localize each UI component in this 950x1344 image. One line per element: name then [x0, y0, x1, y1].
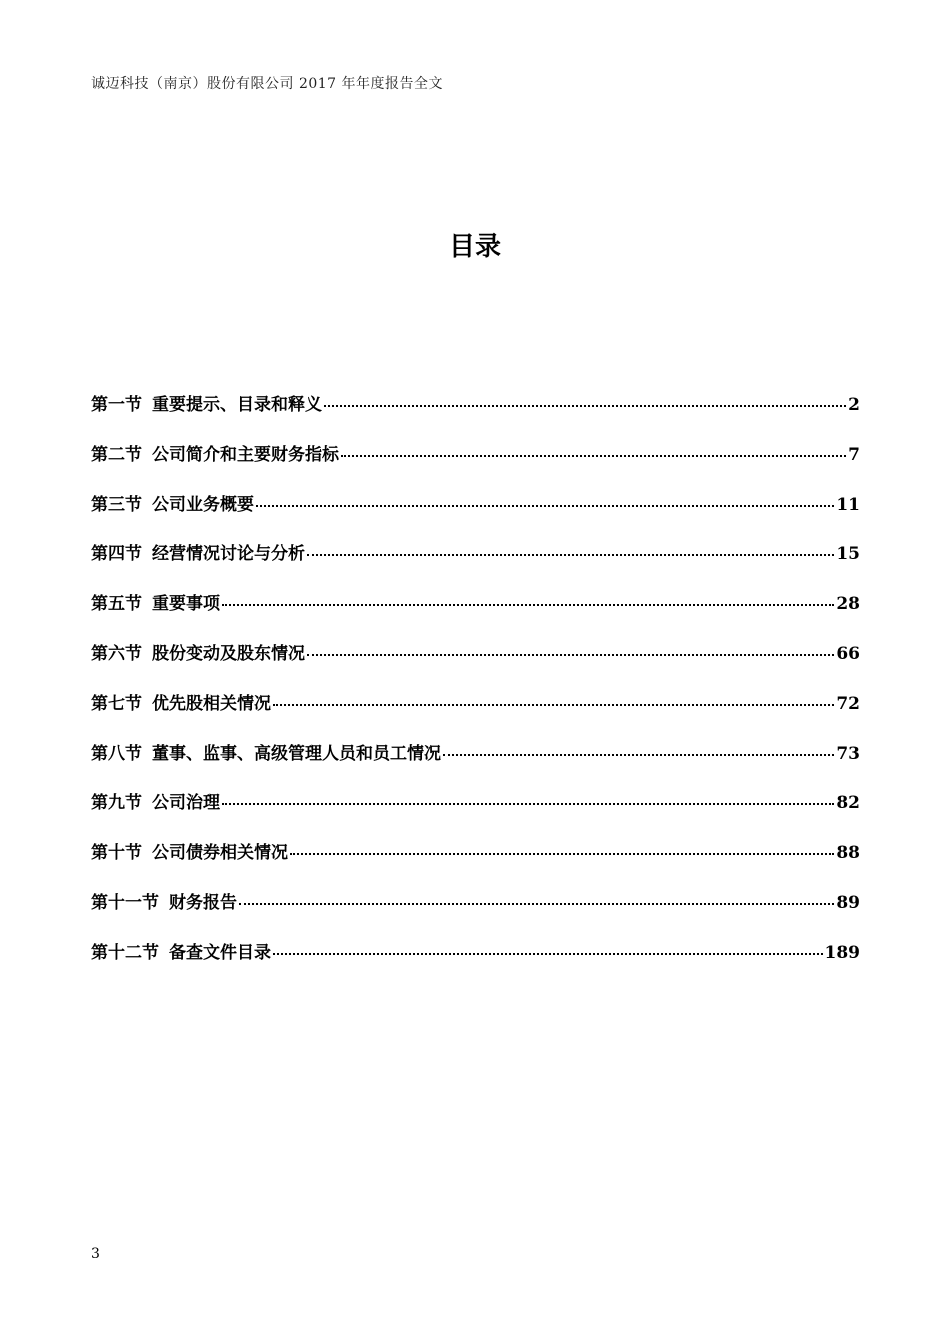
toc-page-number: 189	[824, 942, 860, 963]
toc-section-title: 重要事项	[152, 594, 220, 615]
toc-section-number: 第五节	[91, 594, 142, 615]
toc-page-number: 66	[836, 643, 860, 664]
dot-leader	[222, 803, 834, 805]
toc-entry-2[interactable]	[91, 440, 860, 490]
toc-entry-9[interactable]	[91, 788, 860, 838]
toc-page-number: 88	[836, 843, 860, 864]
toc-section-number: 第二节	[91, 444, 142, 465]
toc-section-number: 第三节	[91, 494, 142, 515]
dot-leader	[273, 704, 834, 706]
dot-leader	[222, 604, 834, 606]
table-of-contents	[91, 390, 860, 988]
dot-leader	[341, 455, 846, 457]
dot-leader	[443, 754, 834, 756]
toc-entry-5[interactable]	[91, 589, 860, 639]
dot-leader	[307, 654, 834, 656]
toc-entry-6[interactable]	[91, 639, 860, 689]
toc-section-title: 备查文件目录	[169, 942, 271, 963]
toc-section-number: 第四节	[91, 544, 142, 565]
toc-entry-12[interactable]	[91, 938, 860, 988]
toc-section-number: 第十节	[91, 843, 142, 864]
toc-page-number: 11	[836, 494, 860, 515]
toc-section-title: 公司债券相关情况	[152, 843, 288, 864]
dot-leader	[290, 853, 834, 855]
toc-section-title: 财务报告	[169, 892, 237, 913]
toc-section-number: 第九节	[91, 793, 142, 814]
toc-entry-7[interactable]	[91, 689, 860, 739]
toc-page-number: 89	[836, 892, 860, 913]
toc-page-number: 28	[836, 594, 860, 615]
dot-leader	[239, 903, 834, 905]
toc-section-title: 经营情况讨论与分析	[152, 544, 305, 565]
toc-section-title: 重要提示、目录和释义	[152, 395, 322, 415]
toc-entry-3[interactable]	[91, 490, 860, 540]
dot-leader	[324, 405, 846, 407]
toc-section-number: 第八节	[91, 743, 142, 764]
toc-section-number: 第一节	[91, 395, 142, 415]
toc-section-title: 股份变动及股东情况	[152, 643, 305, 664]
toc-entry-1[interactable]	[91, 390, 860, 440]
toc-page-number: 72	[836, 693, 860, 714]
toc-page-number: 73	[836, 743, 860, 764]
dot-leader	[256, 505, 834, 507]
footer-page-number: 3	[91, 1246, 100, 1262]
toc-section-title: 公司业务概要	[152, 494, 254, 515]
toc-section-number: 第七节	[91, 693, 142, 714]
toc-section-number: 第十一节	[91, 892, 159, 913]
toc-section-title: 董事、监事、高级管理人员和员工情况	[152, 743, 441, 764]
toc-page-number: 2	[848, 395, 860, 415]
running-header: 诚迈科技（南京）股份有限公司 2017 年年度报告全文	[91, 76, 444, 92]
toc-entry-11[interactable]	[91, 888, 860, 938]
toc-entry-8[interactable]	[91, 739, 860, 789]
toc-section-title: 公司治理	[152, 793, 220, 814]
toc-page-number: 7	[848, 444, 860, 465]
toc-page-number: 82	[836, 793, 860, 814]
toc-entry-10[interactable]	[91, 838, 860, 888]
toc-section-title: 公司简介和主要财务指标	[152, 444, 339, 465]
dot-leader	[273, 953, 823, 955]
toc-section-title: 优先股相关情况	[152, 693, 271, 714]
dot-leader	[307, 554, 834, 556]
toc-section-number: 第十二节	[91, 942, 159, 963]
toc-page-number: 15	[836, 544, 860, 565]
toc-section-number: 第六节	[91, 643, 142, 664]
toc-entry-4[interactable]	[91, 539, 860, 589]
page-title: 目录	[448, 232, 501, 262]
